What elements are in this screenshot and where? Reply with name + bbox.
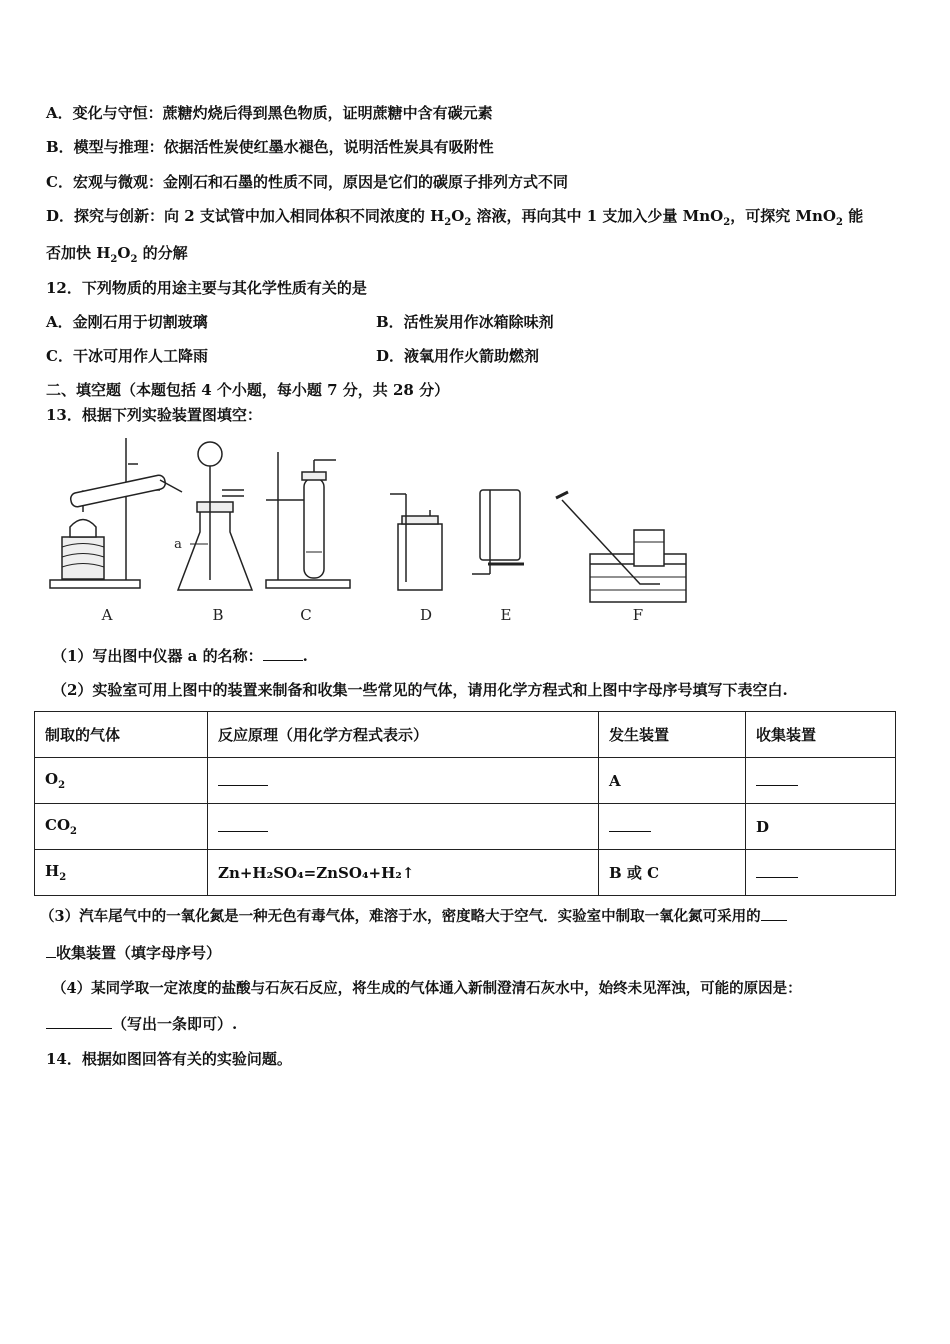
gas-cell: $H_2$	[35, 850, 208, 896]
question-13-stem: 13．根据下列实验装置图填空：	[46, 406, 262, 424]
collector-cell: D	[746, 804, 896, 850]
apparatus-f	[556, 492, 686, 602]
apparatus-b	[178, 442, 252, 590]
apparatus-c	[266, 452, 350, 588]
question-12-stem: 12．下列物质的用途主要与其化学性质有关的是	[46, 279, 367, 297]
blank-cell[interactable]	[746, 758, 896, 804]
gas-cell: $CO_2$	[35, 804, 208, 850]
question-13-part1: （1）写出图中仪器 a 的名称： .	[52, 647, 308, 665]
generator-cell: A	[599, 758, 746, 804]
option-12-d: D．液氧用作火箭助燃剂	[376, 347, 540, 365]
option-12-a: A．金刚石用于切割玻璃	[46, 313, 208, 331]
apparatus-d	[390, 494, 442, 590]
figure-label-b: B	[212, 606, 224, 624]
gas-cell: $O_2$	[35, 758, 208, 804]
question-14-stem: 14．根据如图回答有关的实验问题。	[46, 1050, 292, 1068]
table-header: 制取的气体	[35, 712, 208, 758]
instrument-label-a: a	[174, 537, 182, 552]
section-heading: 二、填空题（本题包括 4 个小题，每小题 7 分，共 28 分）	[46, 381, 450, 399]
option-11-b: B．模型与推理：依据活性炭使红墨水褪色，说明活性炭具有吸附性	[46, 138, 494, 156]
figure-label-e: E	[500, 606, 512, 624]
apparatus-e	[472, 490, 524, 574]
table-header-row	[35, 712, 896, 758]
figure-label-c: C	[300, 606, 312, 624]
question-13-part4-continued: （写出一条即可）.	[46, 1013, 237, 1034]
equation-cell: Zn+H₂SO₄=ZnSO₄+H₂↑	[208, 850, 599, 896]
question-13-part2: （2）实验室可用上图中的装置来制备和收集一些常见的气体，请用化学方程式和上图中字母序号填写下表空白.	[52, 681, 788, 699]
apparatus-figure	[40, 432, 720, 632]
question-13-part3-continued: 收集装置（填字母序号）	[46, 942, 221, 963]
table-row	[35, 804, 896, 850]
gas-table	[34, 711, 896, 896]
figure-label-f: F	[632, 606, 644, 624]
blank-cell[interactable]	[746, 850, 896, 896]
question-13-part3: （3）汽车尾气中的一氧化氮是一种无色有毒气体，难溶于水，密度略大于空气．实验室中制取一氧化氮可采用的	[40, 905, 787, 926]
table-header: 发生装置	[599, 712, 746, 758]
option-11-a: A．变化与守恒：蔗糖灼烧后得到黑色物质，证明蔗糖中含有碳元素	[46, 104, 493, 122]
option-11-c: C．宏观与微观：金刚石和石墨的性质不同，原因是它们的碳原子排列方式不同	[46, 173, 568, 191]
table-header: 反应原理（用化学方程式表示）	[208, 712, 599, 758]
generator-cell: B 或 C	[599, 850, 746, 896]
option-12-b: B．活性炭用作冰箱除味剂	[376, 313, 554, 331]
table-row	[35, 758, 896, 804]
apparatus-a	[50, 438, 182, 588]
blank-cell[interactable]	[208, 758, 599, 804]
table-row	[35, 850, 896, 896]
option-11-d-continued: 否加快 $H_2O_2$ 的分解	[46, 244, 188, 265]
figure-label-d: D	[419, 606, 433, 624]
option-12-c: C．干冰可用作人工降雨	[46, 347, 208, 365]
option-11-d: D．探究与创新：向 2 支试管中加入相同体积不同浓度的 $H_2O_2$ 溶液，再向其中 1 支加入少量 MnO$_2$，可探究 MnO$_2$ 能	[46, 207, 864, 228]
figure-label-a: A	[101, 606, 113, 624]
table-header: 收集装置	[746, 712, 896, 758]
blank-cell[interactable]	[208, 804, 599, 850]
blank-cell[interactable]	[599, 804, 746, 850]
question-13-part4: （4）某同学取一定浓度的盐酸与石灰石反应，将生成的气体通入新制澄清石灰水中，始终未见浑浊，可能的原因是：	[52, 980, 802, 997]
